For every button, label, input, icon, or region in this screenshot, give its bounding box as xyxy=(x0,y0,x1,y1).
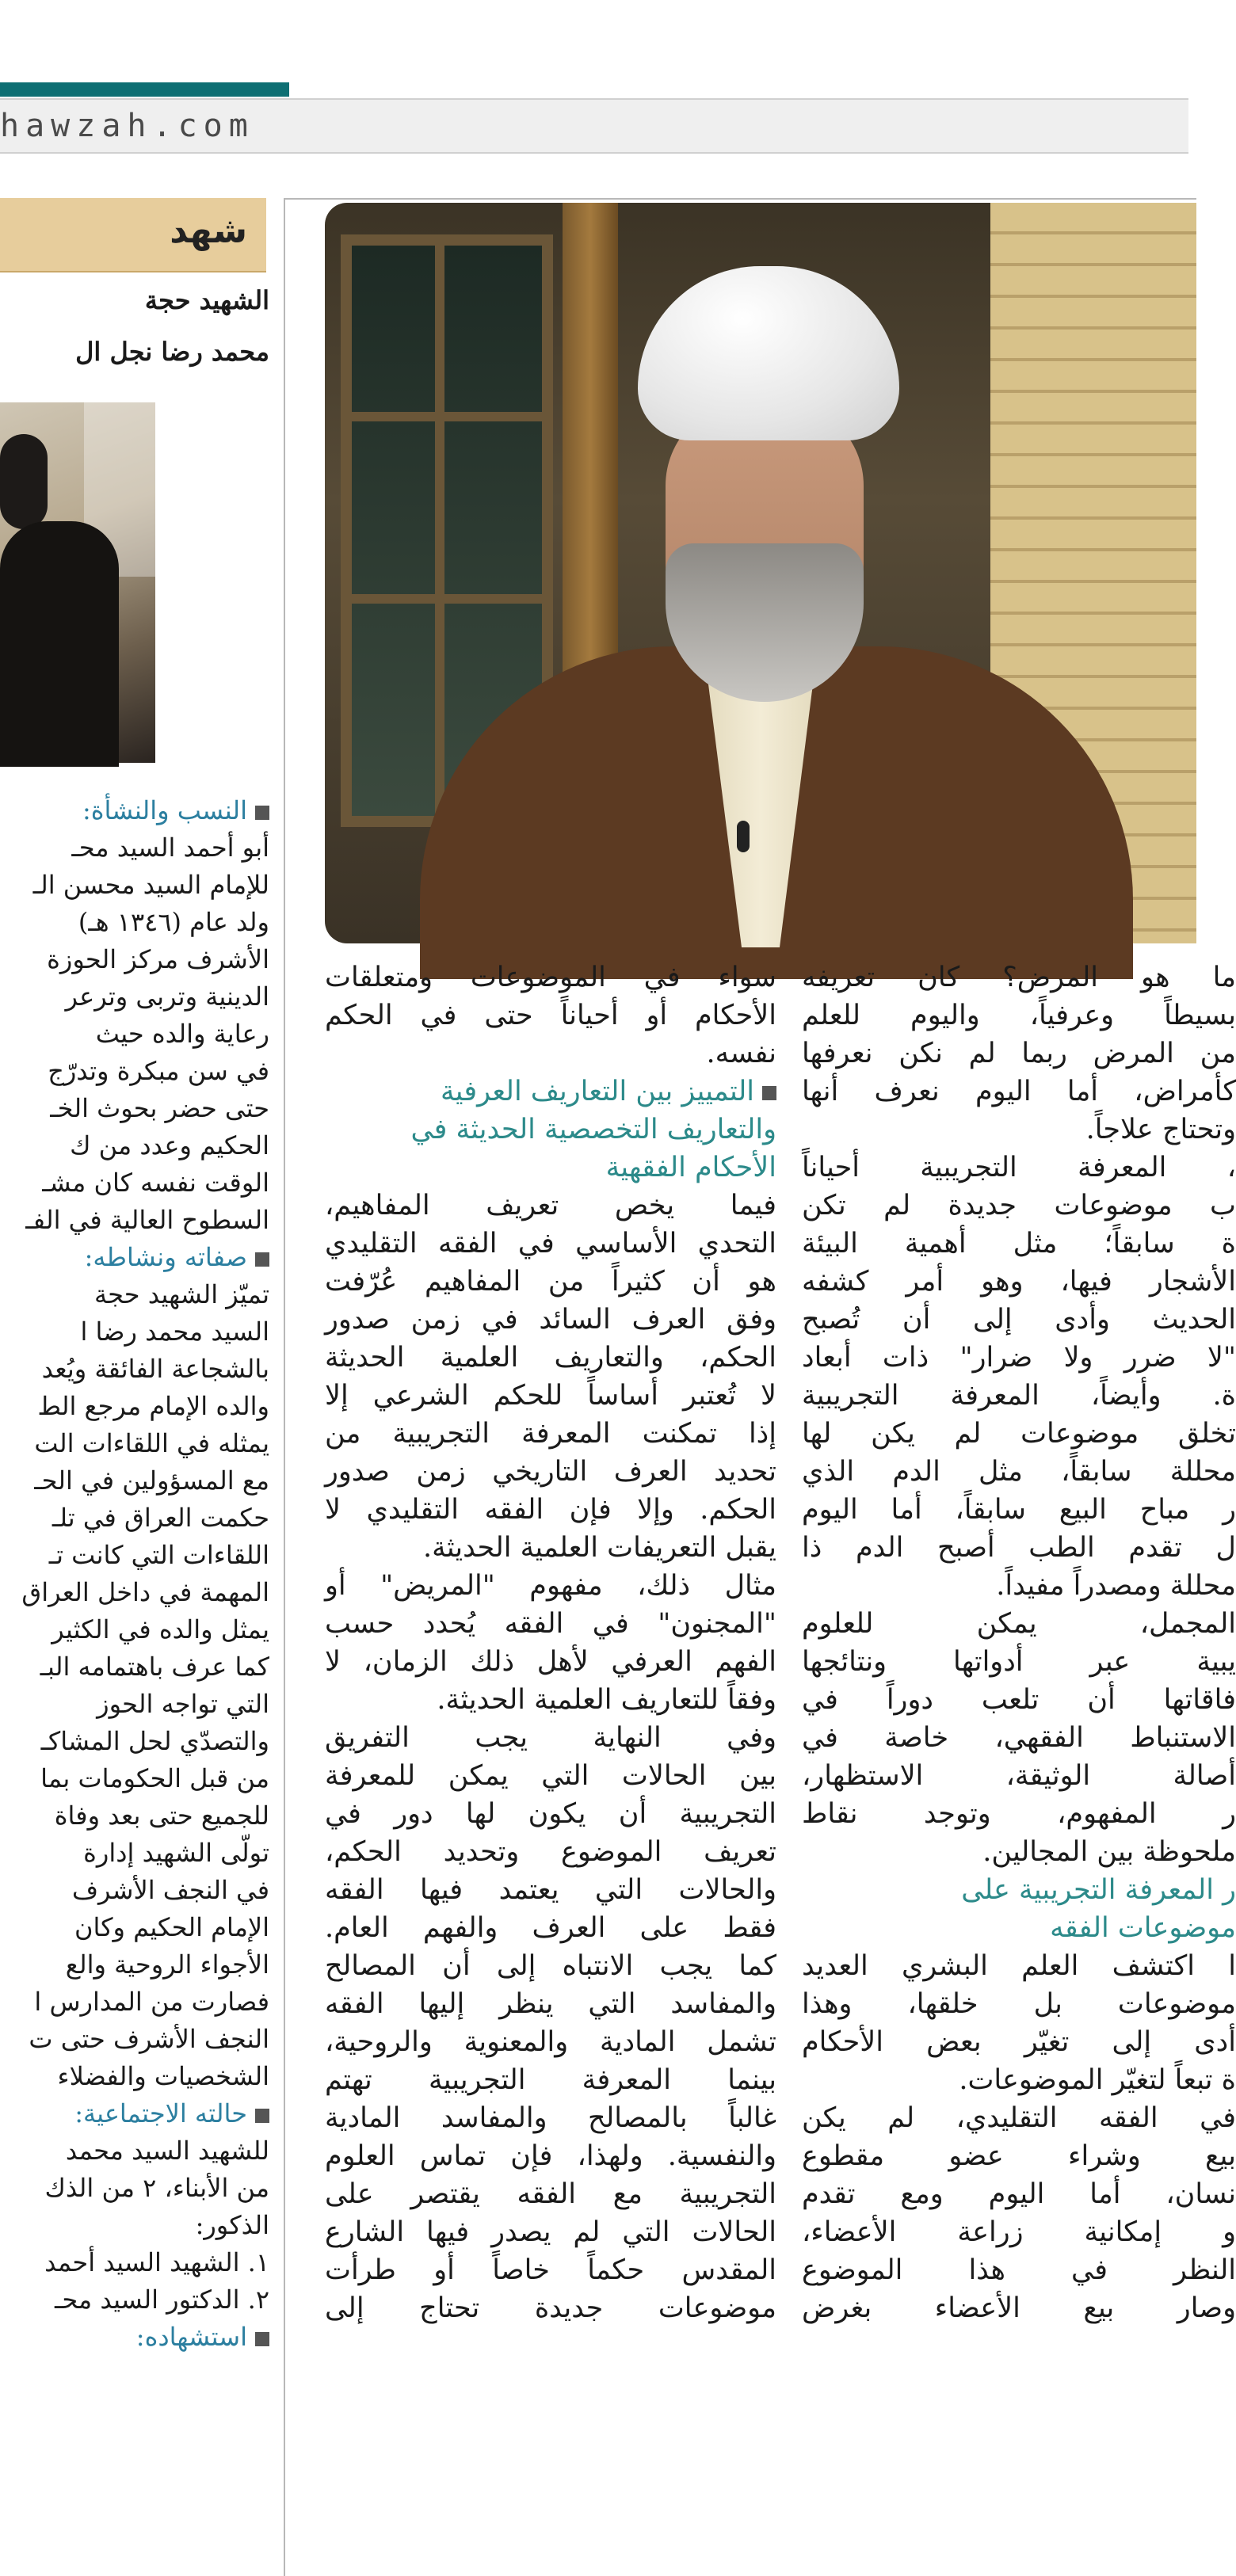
left-text-line: للجميع حتى بعد وفاة xyxy=(54,1801,269,1831)
right-column-text-line: ما هو المرض؟ كان تعريفه xyxy=(802,962,1236,993)
left-section-heading: النسب والنشأة: xyxy=(0,792,269,829)
middle-column-text-line: إذا تمكنت المعرفة التجريبية من xyxy=(325,1418,776,1450)
right-column-text-line: بيع وشراء عضو مقطوع xyxy=(802,2140,1236,2172)
article-middle-column xyxy=(325,958,776,2568)
square-bullet-icon xyxy=(255,2332,269,2346)
right-column-text-line: ة سابقاً؛ مثل أهمية البيئة xyxy=(802,1228,1236,1259)
left-text-line: ولد عام (١٣٤٦ هـ) xyxy=(78,907,269,937)
middle-column-text-line: الحكم. وإلا فإن الفقه التقليدي لا xyxy=(325,1494,776,1526)
left-text-line: الأشرف مركز الحوزة xyxy=(47,944,269,974)
middle-column-text-line: سواء في الموضوعات ومتعلقات xyxy=(325,962,776,993)
right-column-text-line: و إمكانية زراعة الأعضاء، xyxy=(802,2216,1236,2248)
left-text-line: المهمة في داخل العراق xyxy=(21,1577,269,1607)
middle-column-text-line: تعريف الموضوع وتحديد الحكم، xyxy=(325,1836,776,1868)
right-column-text-line: ملحوظة بين المجالين. xyxy=(982,1836,1236,1868)
square-bullet-icon xyxy=(255,1252,269,1267)
middle-column-text-line: وفقاً للتعاريف العلمية الحديثة. xyxy=(437,1684,776,1716)
square-bullet-icon xyxy=(255,806,269,820)
middle-column-text-line: لا تُعتبر أساساً للحكم الشرعي إلا xyxy=(325,1380,776,1412)
left-text-line: كما عرف باهتمامه البـ xyxy=(40,1652,269,1682)
left-article-column xyxy=(0,198,269,2568)
right-column-text-line: المجمل، يمكن للعلوم xyxy=(802,1608,1236,1640)
middle-column-text-line: فيما يخص تعريف المفاهيم، xyxy=(325,1190,776,1221)
left-section-heading: حالته الاجتماعية: xyxy=(0,2095,269,2132)
middle-column-heading-line: التمييز بين التعاريف العرفية xyxy=(325,1073,776,1111)
left-section-header xyxy=(0,198,266,272)
middle-column-text-line: التجريبية أن يكون لها دور في xyxy=(325,1798,776,1830)
middle-column-text-line: كما يجب الانتباه إلى أن المصالح xyxy=(325,1950,776,1982)
middle-column-text-line: التجريبية مع الفقه يقتصر على xyxy=(325,2178,776,2210)
middle-column-text-line: وفي النهاية يجب التفريق xyxy=(325,1722,776,1754)
left-text-line: الحكيم‌ وعدد من ك xyxy=(70,1130,269,1160)
right-column-text-line: من المرض ربما لم نكن نعرفها xyxy=(802,1038,1236,1069)
right-column-text-line: وتحتاج علاجاً. xyxy=(1085,1114,1236,1145)
left-text-line: والتصدّي لحل المشاكـ xyxy=(40,1726,269,1756)
left-text-line: مع المسؤولين في الحـ xyxy=(34,1465,269,1496)
left-text-line: بالشجاعة الفائقة ويُعد xyxy=(41,1354,269,1384)
middle-column-heading-line: والتعاريف التخصصية الحديثة في xyxy=(410,1114,776,1145)
right-column-text-line: موضوعات بل خلقها، وهذا xyxy=(802,1988,1236,2020)
teal-accent-strip xyxy=(0,82,289,97)
martyr-name-line1: الشهيد حجة xyxy=(144,285,269,315)
left-text-line: للشهيد السيد محمد xyxy=(65,2136,269,2166)
right-column-text-line: محللة ومصدراً مفيداً. xyxy=(996,1570,1236,1602)
middle-column-text-line: الأحكام أو أحياناً حتى في الحكم xyxy=(325,1000,776,1031)
left-text-line: في النجف الأشرف xyxy=(71,1875,269,1905)
middle-column-text-line: وفق العرف السائد في زمن صدور xyxy=(325,1304,776,1336)
left-text-line: النجف الأشرف حتى ت xyxy=(29,2024,269,2054)
right-column-text-line: كأمراض، أما اليوم نعرف أنها xyxy=(802,1076,1236,1107)
left-text-line: والده الإمام مرجع الط xyxy=(37,1391,269,1421)
middle-column-text-line: نفسه. xyxy=(706,1038,776,1069)
middle-column-text-line: الحكم، والتعاريف العلمية الحديثة xyxy=(325,1342,776,1374)
middle-column-text-line: تحديد العرف التاريخي زمن صدور xyxy=(325,1456,776,1488)
left-section-title: شهد xyxy=(170,211,247,251)
right-column-text-line: في الفقه التقليدي، لم يكن xyxy=(802,2102,1236,2134)
right-column-text-line: ، المعرفة التجريبية أحياناً xyxy=(802,1152,1236,1183)
middle-column-text-line: تشمل المادية والمعنوية والروحية، xyxy=(325,2026,776,2058)
martyr-portrait-photo xyxy=(0,402,155,763)
cleric-portrait-photo xyxy=(325,203,1196,943)
square-bullet-icon xyxy=(255,2109,269,2123)
left-text-line: السطوح العالية في الفـ xyxy=(25,1205,269,1235)
left-text-line: الذكور: xyxy=(195,2210,269,2240)
middle-column-text-line: والمفاسد التي ينظر إليها الفقه xyxy=(325,1988,776,2020)
middle-column-text-line: والنفسية. ولهذا، فإن تماس العلوم xyxy=(325,2140,776,2172)
middle-column-text-line: بينما المعرفة التجريبية تهتم xyxy=(325,2064,776,2096)
middle-column-text-line: بين الحالات التي يمكن للمعرفة xyxy=(325,1760,776,1792)
middle-column-text-line: والحالات التي يعتمد فيها الفقه xyxy=(325,1874,776,1906)
right-column-text-line: فاقاتها أن تلعب دوراً في xyxy=(802,1684,1236,1716)
right-column-text-line: الأشجار فيها، وهو أمر كشفه xyxy=(802,1266,1236,1298)
middle-column-text-line: موضوعات جديدة تحتاج إلى xyxy=(325,2292,776,2324)
right-column-text-line: الاستنباط الفقهي، خاصة في xyxy=(802,1722,1236,1754)
left-text-line: اللقاءات التي كانت تـ xyxy=(48,1540,269,1570)
left-text-line: تولّى الشهيد إدارة xyxy=(83,1838,269,1868)
right-column-text-line: بسيطاً وعرفياً، واليوم للعلم xyxy=(802,1000,1236,1031)
right-column-text-line: يبية عبر أدواتها ونتائجها xyxy=(802,1646,1236,1678)
left-text-line: فصارت من المدارس ا xyxy=(34,1987,269,2017)
middle-column-text-line: الفهم العرفي لأهل ذلك الزمان، لا xyxy=(325,1646,776,1678)
right-column-text-line: النظر في هذا الموضوع xyxy=(802,2254,1236,2286)
left-text-line: رعاية والده‌‌ حيث xyxy=(95,1019,269,1049)
left-text-line: للإمام السيد محسن الـ xyxy=(32,870,269,900)
middle-column-heading-line: الأحكام الفقهية xyxy=(605,1152,776,1183)
left-text-line: في سن مبكرة وتدرّج xyxy=(48,1056,269,1086)
left-text-line: حتى حضر بحوث الخـ xyxy=(50,1093,269,1123)
left-text-line: يمثله في اللقاءات الت xyxy=(34,1428,269,1458)
middle-column-text-line: غالباً بالمصالح والمفاسد المادية xyxy=(325,2102,776,2134)
top-bar xyxy=(0,0,1188,76)
url-bar xyxy=(0,98,1188,154)
left-text-line: من الأبناء، ٢ من الذك xyxy=(44,2173,269,2203)
martyr-name-line2: محمد رضا نجل ال xyxy=(75,337,269,367)
left-text-line: الإمام الحكيم‌ وكان xyxy=(74,1912,269,1942)
right-column-text-line: الحديث وأدى إلى أن تُصبح xyxy=(802,1304,1236,1336)
square-bullet-icon xyxy=(762,1086,776,1100)
right-column-text-line: ة. وأيضاً، المعرفة التجريبية xyxy=(802,1380,1236,1412)
article-right-column xyxy=(802,958,1236,2568)
middle-column-text-line: المقدس حكماً خاصاً أو طرأت xyxy=(325,2254,776,2286)
left-text-line: من قبل الحكومات بما xyxy=(40,1763,269,1793)
right-column-text-line: ب موضوعات جديدة لم تكن xyxy=(802,1190,1236,1221)
left-text-line: الأجواء الروحية والع xyxy=(65,1949,269,1980)
right-column-text-line: أدى إلى تغيّر بعض الأحكام xyxy=(802,2026,1236,2058)
left-text-line: تميّز الشهيد حجة xyxy=(93,1279,269,1309)
right-column-text-line: نسان، أما اليوم ومع تقدم xyxy=(802,2178,1236,2210)
middle-column-text-line: الحالات التي لم يصدر فيها الشارع xyxy=(325,2216,776,2248)
middle-column-text-line: مثال ذلك، مفهوم "المريض" أو xyxy=(325,1570,776,1602)
right-column-text-line: وصار بيع الأعضاء بغرض xyxy=(802,2292,1236,2324)
left-text-line: ١. الشهيد السيد أحمد xyxy=(44,2247,269,2277)
left-text-line: ٢. الدكتور السيد محـ xyxy=(55,2284,269,2315)
middle-column-text-line: هو أن كثيراً من المفاهيم عُرّفت xyxy=(325,1266,776,1298)
left-text-line: الشخصيات والفضلاء xyxy=(57,2061,269,2091)
left-text-line: السيد محمد رضا ا xyxy=(80,1317,269,1347)
site-url: hawzah.com xyxy=(0,108,254,144)
right-column-text-line: ر مباح البيع سابقاً، أما اليوم xyxy=(802,1494,1236,1526)
right-column-text-line: ر المفهوم، وتوجد نقاط xyxy=(802,1798,1236,1830)
right-column-text-line: تخلق موضوعات لم يكن لها xyxy=(802,1418,1236,1450)
right-column-heading-line: موضوعات الفقه xyxy=(1050,1912,1236,1944)
right-column-text-line: ة تبعاً لتغيّر الموضوعات. xyxy=(959,2064,1236,2096)
middle-column-text-line: "المجنون" في الفقه يُحدد حسب xyxy=(325,1608,776,1640)
right-column-text-line: أصالة الوثيقة، الاستظهار، xyxy=(802,1760,1236,1792)
right-column-text-line: ا اكتشف العلم البشري العديد xyxy=(802,1950,1236,1982)
left-article-body xyxy=(0,792,269,2356)
left-section-heading: استشهاده: xyxy=(0,2319,269,2356)
right-column-text-line: محللة سابقاً، مثل الدم الذي xyxy=(802,1456,1236,1488)
right-column-heading-line: ر المعرفة التجريبية على xyxy=(961,1874,1236,1906)
left-section-heading: صفاته ونشاطه: xyxy=(0,1239,269,1276)
left-text-line: يمثل والده في الكثير xyxy=(52,1614,269,1644)
left-text-line: الوقت نفسه كان مشـ xyxy=(42,1168,269,1198)
right-column-text-line: "لا ضرر ولا ضرار" ذات أبعاد xyxy=(802,1342,1236,1374)
middle-column-text-line: فقط على العرف والفهم العام. xyxy=(325,1912,776,1944)
left-text-line: التي تواجه الحوز xyxy=(97,1689,269,1719)
middle-column-text-line: يقبل التعريفات العلمية الحديثة. xyxy=(422,1532,776,1564)
left-text-line: الدينية وتربى وترعر xyxy=(65,981,269,1012)
middle-column-text-line: التحدي الأساسي في الفقه التقليدي xyxy=(325,1228,776,1259)
right-column-text-line: ل تقدم الطب أصبح الدم ذا xyxy=(802,1532,1236,1564)
left-text-line: حكمت العراق في تلـ xyxy=(52,1503,269,1533)
left-text-line: أبو أحمد السيد محـ xyxy=(71,833,269,863)
